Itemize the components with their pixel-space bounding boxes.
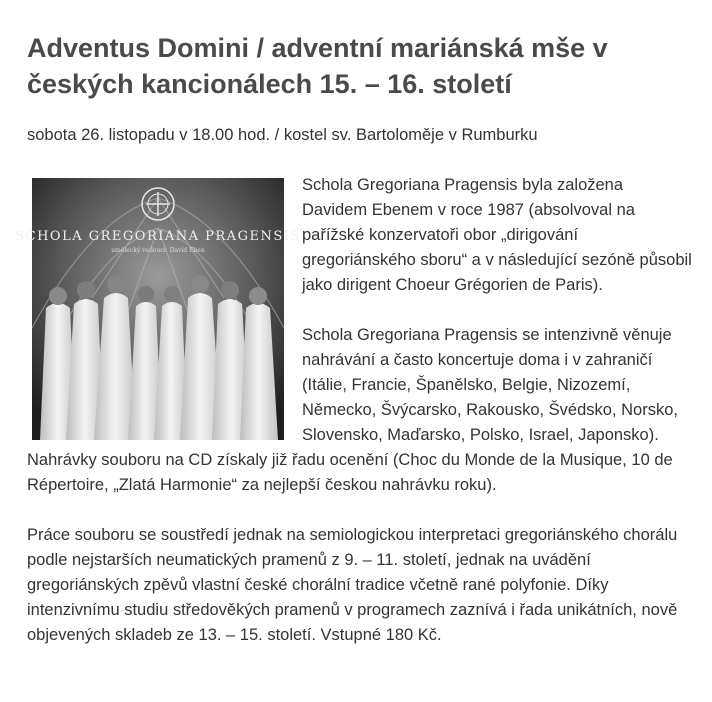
album-cover-title: SCHOLA GREGORIANA PRAGENSIS — [15, 229, 301, 244]
paragraph-founding: Schola Gregoriana Pragensis byla založena Davidem Ebenem v roce 1987 (absolvoval na pařížské konzervatoři obor „dirigování gregoriánského sboru“ a v následující sezóně působil jako dirigent Choeur Grégorien de Paris). — [302, 176, 692, 294]
album-cover-subtitle: umělecký vedoucí: David Eben — [111, 247, 205, 254]
article-body — [15, 173, 692, 673]
event-date-location: sobota 26. listopadu v 18.00 hod. / kostel sv. Bartoloměje v Rumburku — [27, 126, 538, 144]
paragraph-touring: Schola Gregoriana Pragensis se intenzivně věnuje nahrávání a často koncertuje doma i v zahraničí (Itálie, Francie, Španělsko, Belgie, Nizozemí, Německo, Švýcarsko, Rakousko, Švédsko, Norsko, Slovensko, Maďarsko, Polsko, Israel, Japonsko). Nahrávky souboru na CD získaly již řadu ocenění (Choc du Monde de la Musique, 10 de Répertoire, „Zlatá Harmonie“ za nejlepší českou nahrávku roku). — [27, 326, 678, 494]
album-cover-image — [15, 178, 301, 440]
paragraph-work: Práce souboru se soustředí jednak na semiologickou interpretaci gregoriánského chorálu podle nejstarších neumatických pramenů z 9. – 11. století, jednak na uvádění gregoriánských zpěvů vlastní české chorální tradice včetně rané polyfonie. Díky intenzivnímu studiu středověkých pramenů v programech zaznívá i řada unikátních, nově objevených skladeb ze 13. – 15. století. Vstupné 180 Kč. — [27, 526, 678, 644]
page-title: Adventus Domini / adventní mariánská mše v českých kancionálech 15. – 16. století — [27, 33, 608, 99]
